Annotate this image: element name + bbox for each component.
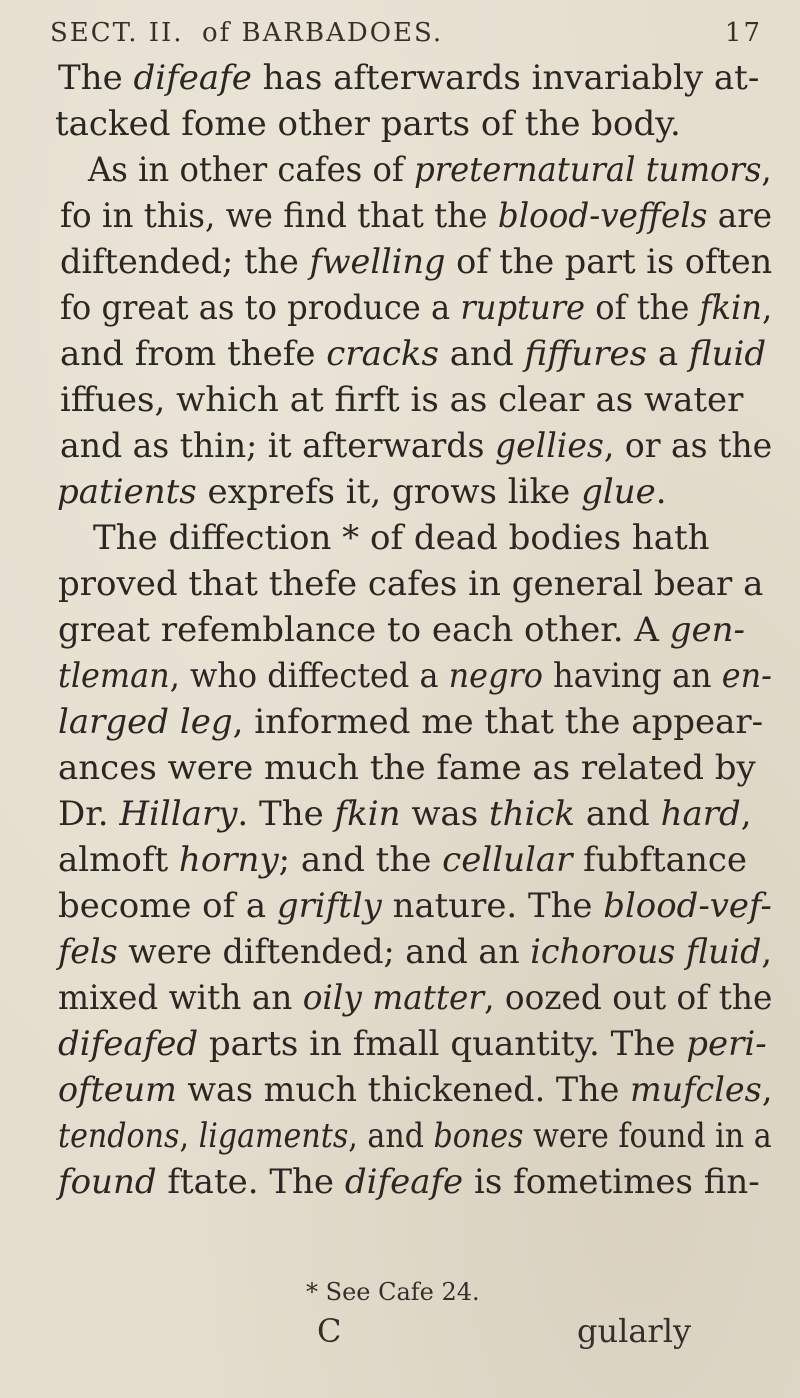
footnote: * See Cafe 24. — [306, 1278, 480, 1306]
text-line: difeafed parts in fmall quantity. The peri- — [58, 1024, 767, 1064]
signature-mark: C — [317, 1312, 342, 1350]
text-line: proved that thefe cafes in general bear a — [58, 564, 764, 604]
text-line: fo in this, we find that the blood-veffels are — [60, 196, 773, 236]
text-line: fels were diftended; and an ichorous fluid, — [58, 932, 772, 972]
text-line: patients exprefs it, grows like glue. — [57, 472, 667, 512]
text-line: become of a griftly nature. The blood-vef- — [58, 886, 772, 926]
text-line: As in other cafes of preternatural tumors, — [88, 150, 772, 190]
running-title: of BARBADOES. — [202, 18, 444, 48]
text-line: found ftate. The difeafe is fometimes fin- — [58, 1162, 760, 1202]
text-line: The difeafe has afterwards invariably at- — [58, 58, 760, 98]
text-line: iffues, which at firft is as clear as water — [60, 380, 744, 420]
text-line: mixed with an oily matter, oozed out of the — [58, 978, 773, 1018]
text-line: and as thin; it afterwards gellies, or as the — [60, 426, 773, 466]
page-number: 17 — [724, 18, 762, 48]
section-label: SECT. II. — [50, 18, 184, 48]
text-line: almoft horny; and the cellular fubftance — [58, 840, 748, 880]
text-line: Dr. Hillary. The fkin was thick and hard, — [58, 794, 752, 834]
text-line: diftended; the fwelling of the part is often — [60, 242, 773, 282]
running-head — [50, 18, 780, 62]
text-line: tacked fome other parts of the body. — [55, 104, 681, 144]
text-line: ances were much the fame as related by — [58, 748, 756, 788]
text-line: fo great as to produce a rupture of the fkin, — [60, 288, 773, 328]
text-line: ofteum was much thickened. The mufcles, — [58, 1070, 773, 1110]
text-line: The diffection * of dead bodies hath — [93, 518, 710, 558]
text-line: tleman, who diffected a negro having an en- — [58, 656, 772, 696]
text-line: tendons, ligaments, and bones were found in a — [58, 1116, 772, 1156]
catchword: gularly — [577, 1312, 692, 1350]
text-line: larged leg, informed me that the appear- — [58, 702, 764, 742]
text-line: great refemblance to each other. A gen- — [58, 610, 745, 650]
text-line: and from thefe cracks and fiffures a fluid — [60, 334, 767, 374]
